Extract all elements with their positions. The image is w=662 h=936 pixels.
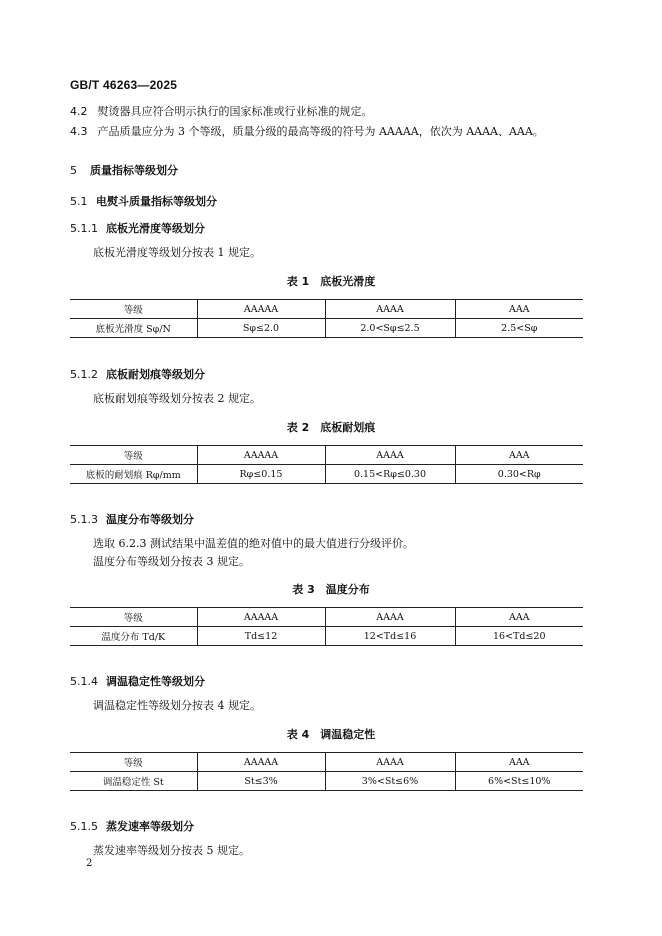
table-row [70,627,583,646]
table-cell: St≤3% [197,772,325,791]
table-1 [70,299,583,338]
clause-number: 4.2 [70,105,88,118]
table-cell: 底板光滑度 Sφ/N [70,319,197,338]
header-cell: AAAA [325,300,455,319]
table-4-caption: 表 4 调温稳定性 [286,728,376,741]
section-5-1-5-body: 蒸发速率等级划分按表 5 规定。 [93,844,250,857]
section-5-1-1-body: 底板光滑度等级划分按表 1 规定。 [93,246,261,259]
header-cell: 等级 [70,608,197,627]
header-cell: AAAAA [197,753,325,772]
section-5-1-1-heading [70,220,205,236]
clause-number: 4.3 [70,125,88,138]
header-cell: AAA [455,608,583,627]
table-row [70,465,583,484]
section-5-heading [70,162,178,178]
section-number: 5.1.3 [70,513,98,526]
section-title: 电熨斗质量指标等级划分 [96,195,217,208]
table-cell: Td≤12 [197,627,325,646]
section-title: 底板耐划痕等级划分 [106,368,205,381]
table-1-caption: 表 1 底板光滑度 [286,275,376,288]
table-cell: 温度分布 Td/K [70,627,197,646]
table-cell: Sφ≤2.0 [197,319,325,338]
section-5-1-3-body-1: 选取 6.2.3 测试结果中温差值的绝对值中的最大值进行分级评价。 [93,537,414,550]
page-number: 2 [86,858,93,869]
table-cell: Rφ≤0.15 [197,465,325,484]
section-5-1-3-heading [70,511,194,527]
section-5-1-2-body: 底板耐划痕等级划分按表 2 规定。 [93,392,261,405]
table-4 [70,752,583,791]
table-2-caption: 表 2 底板耐划痕 [286,421,376,434]
header-cell: 等级 [70,446,197,465]
header-cell: AAAA [325,608,455,627]
table-2 [70,445,583,484]
table-row [70,772,583,791]
standard-header: GB/T 46263—2025 [70,78,178,92]
section-5-1-heading [70,193,217,209]
section-5-1-5-heading [70,818,194,834]
clause-4-2 [70,104,373,119]
section-number: 5.1 [70,195,88,208]
table-cell: 调温稳定性 St [70,772,197,791]
header-cell: AAAAA [197,300,325,319]
table-3 [70,607,583,646]
header-cell: AAAA [325,446,455,465]
table-cell: 0.15<Rφ≤0.30 [325,465,455,484]
section-5-1-3-body-2: 温度分布等级划分按表 3 规定。 [93,555,250,568]
section-title: 调温稳定性等级划分 [106,675,205,688]
section-title: 质量指标等级划分 [90,164,178,177]
clause-text: 熨烫器具应符合明示执行的国家标准或行业标准的规定。 [97,105,373,118]
section-number: 5 [70,164,77,177]
table-cell: 底板的耐划痕 Rφ/mm [70,465,197,484]
header-cell: AAAAA [197,446,325,465]
section-number: 5.1.4 [70,675,98,688]
table-header-row [70,608,583,627]
header-cell: AAA [455,446,583,465]
header-cell: AAA [455,300,583,319]
table-row [70,319,583,338]
table-cell: 2.5<Sφ [455,319,583,338]
header-cell: 等级 [70,753,197,772]
clause-4-3 [70,124,544,139]
table-header-row [70,753,583,772]
section-number: 5.1.5 [70,820,98,833]
section-number: 5.1.1 [70,222,98,235]
table-cell: 0.30<Rφ [455,465,583,484]
header-cell: 等级 [70,300,197,319]
section-title: 蒸发速率等级划分 [106,820,194,833]
table-cell: 3%<St≤6% [325,772,455,791]
table-header-row [70,446,583,465]
table-cell: 2.0<Sφ≤2.5 [325,319,455,338]
header-cell: AAA [455,753,583,772]
section-5-1-4-body: 调温稳定性等级划分按表 4 规定。 [93,699,261,712]
table-3-caption: 表 3 温度分布 [292,583,370,596]
section-title: 温度分布等级划分 [106,513,194,526]
header-cell: AAAA [325,753,455,772]
section-number: 5.1.2 [70,368,98,381]
section-5-1-2-heading [70,366,205,382]
table-cell: 6%<St≤10% [455,772,583,791]
clause-text: 产品质量应分为 3 个等级，质量分级的最高等级的符号为 AAAAA，依次为 AAAA、AAA。 [97,125,544,138]
section-title: 底板光滑度等级划分 [106,222,205,235]
table-cell: 16<Td≤20 [455,627,583,646]
section-5-1-4-heading [70,673,205,689]
table-cell: 12<Td≤16 [325,627,455,646]
table-header-row [70,300,583,319]
header-cell: AAAAA [197,608,325,627]
